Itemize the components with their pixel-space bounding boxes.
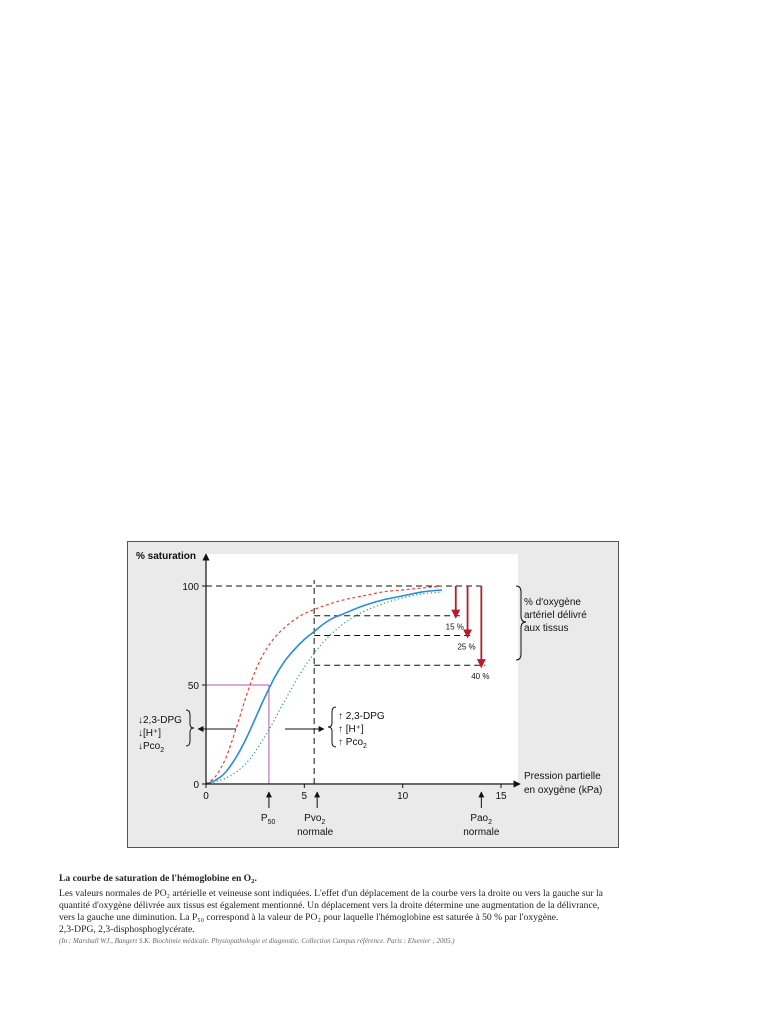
pvo2-label: Pvo$_2$ — [304, 813, 326, 826]
x-axis-label: en oxygène (kPa) — [524, 785, 603, 796]
delivery-brace-text: artériel délivré — [524, 610, 587, 621]
caption-source: (In : Marshall WJ., Bangert S.K. Biochimie médicale. Physiopathologie et diagnostic. Collection Campus référence. Paris : Elsevier ; 2005.) — [59, 937, 455, 945]
caption-title: La courbe de saturation de l'hémoglobine en $O_2$. — [59, 873, 257, 885]
oxygen-dissociation-chart — [128, 542, 620, 849]
plot-area — [206, 554, 518, 785]
left-factor-label: ↓Pco$_2$ — [138, 741, 165, 754]
x-tick-label: 10 — [397, 791, 409, 802]
left-factor-label: ↓[H⁺] — [138, 728, 162, 739]
caption-line: Les valeurs normales de PO₂ artérielle et veineuse sont indiquées. L'effet d'un déplacement de la courbe vers la droite ou vers la gauche sur la — [59, 888, 603, 899]
x-axis-label: Pression partielle — [524, 771, 601, 782]
pao2-normale-label: normale — [463, 827, 500, 838]
caption-line: 2,3-DPG, 2,3-disphosphoglycérate. — [59, 924, 195, 935]
figure-caption — [59, 873, 719, 946]
left-factor-brace — [186, 710, 194, 746]
x-tick-label: 5 — [301, 791, 308, 802]
y-tick-label: 100 — [182, 582, 199, 593]
delivery-brace-text: % d'oxygène — [524, 597, 581, 608]
right-factor-label: ↑ Pco$_2$ — [338, 737, 367, 750]
pao2-label: Pao$_2$ — [470, 813, 493, 826]
left-factor-label: ↓2,3-DPG — [138, 715, 182, 726]
x-tick-label: 0 — [203, 791, 209, 802]
delivery-brace-text: aux tissus — [524, 623, 569, 634]
x-tick-label: 15 — [495, 791, 507, 802]
caption-line: vers la gauche une diminution. La P₅₀ correspond à la valeur de PO₂ pour laquelle l'hémoglobine est saturée à 50 % par l'oxygène. — [59, 912, 559, 923]
caption-line: quantité d'oxygène délivrée aux tissus est également mentionné. Un déplacement vers la droite détermine une augmentation de la délivrance, — [59, 900, 600, 911]
right-factor-label: ↑ 2,3-DPG — [338, 711, 385, 722]
y-axis-label: % saturation — [136, 551, 197, 562]
y-tick-label: 50 — [187, 681, 199, 692]
delivery-label: 15 % — [445, 622, 464, 632]
delivery-label: 40 % — [471, 672, 490, 682]
figure-panel — [127, 541, 619, 848]
delivery-label: 25 % — [457, 642, 476, 652]
pvo2-normale-label: normale — [297, 827, 334, 838]
right-factor-label: ↑ [H⁺] — [338, 724, 364, 735]
p50-label: $P_{50}$ — [260, 813, 276, 826]
y-tick-label: 0 — [193, 780, 199, 791]
